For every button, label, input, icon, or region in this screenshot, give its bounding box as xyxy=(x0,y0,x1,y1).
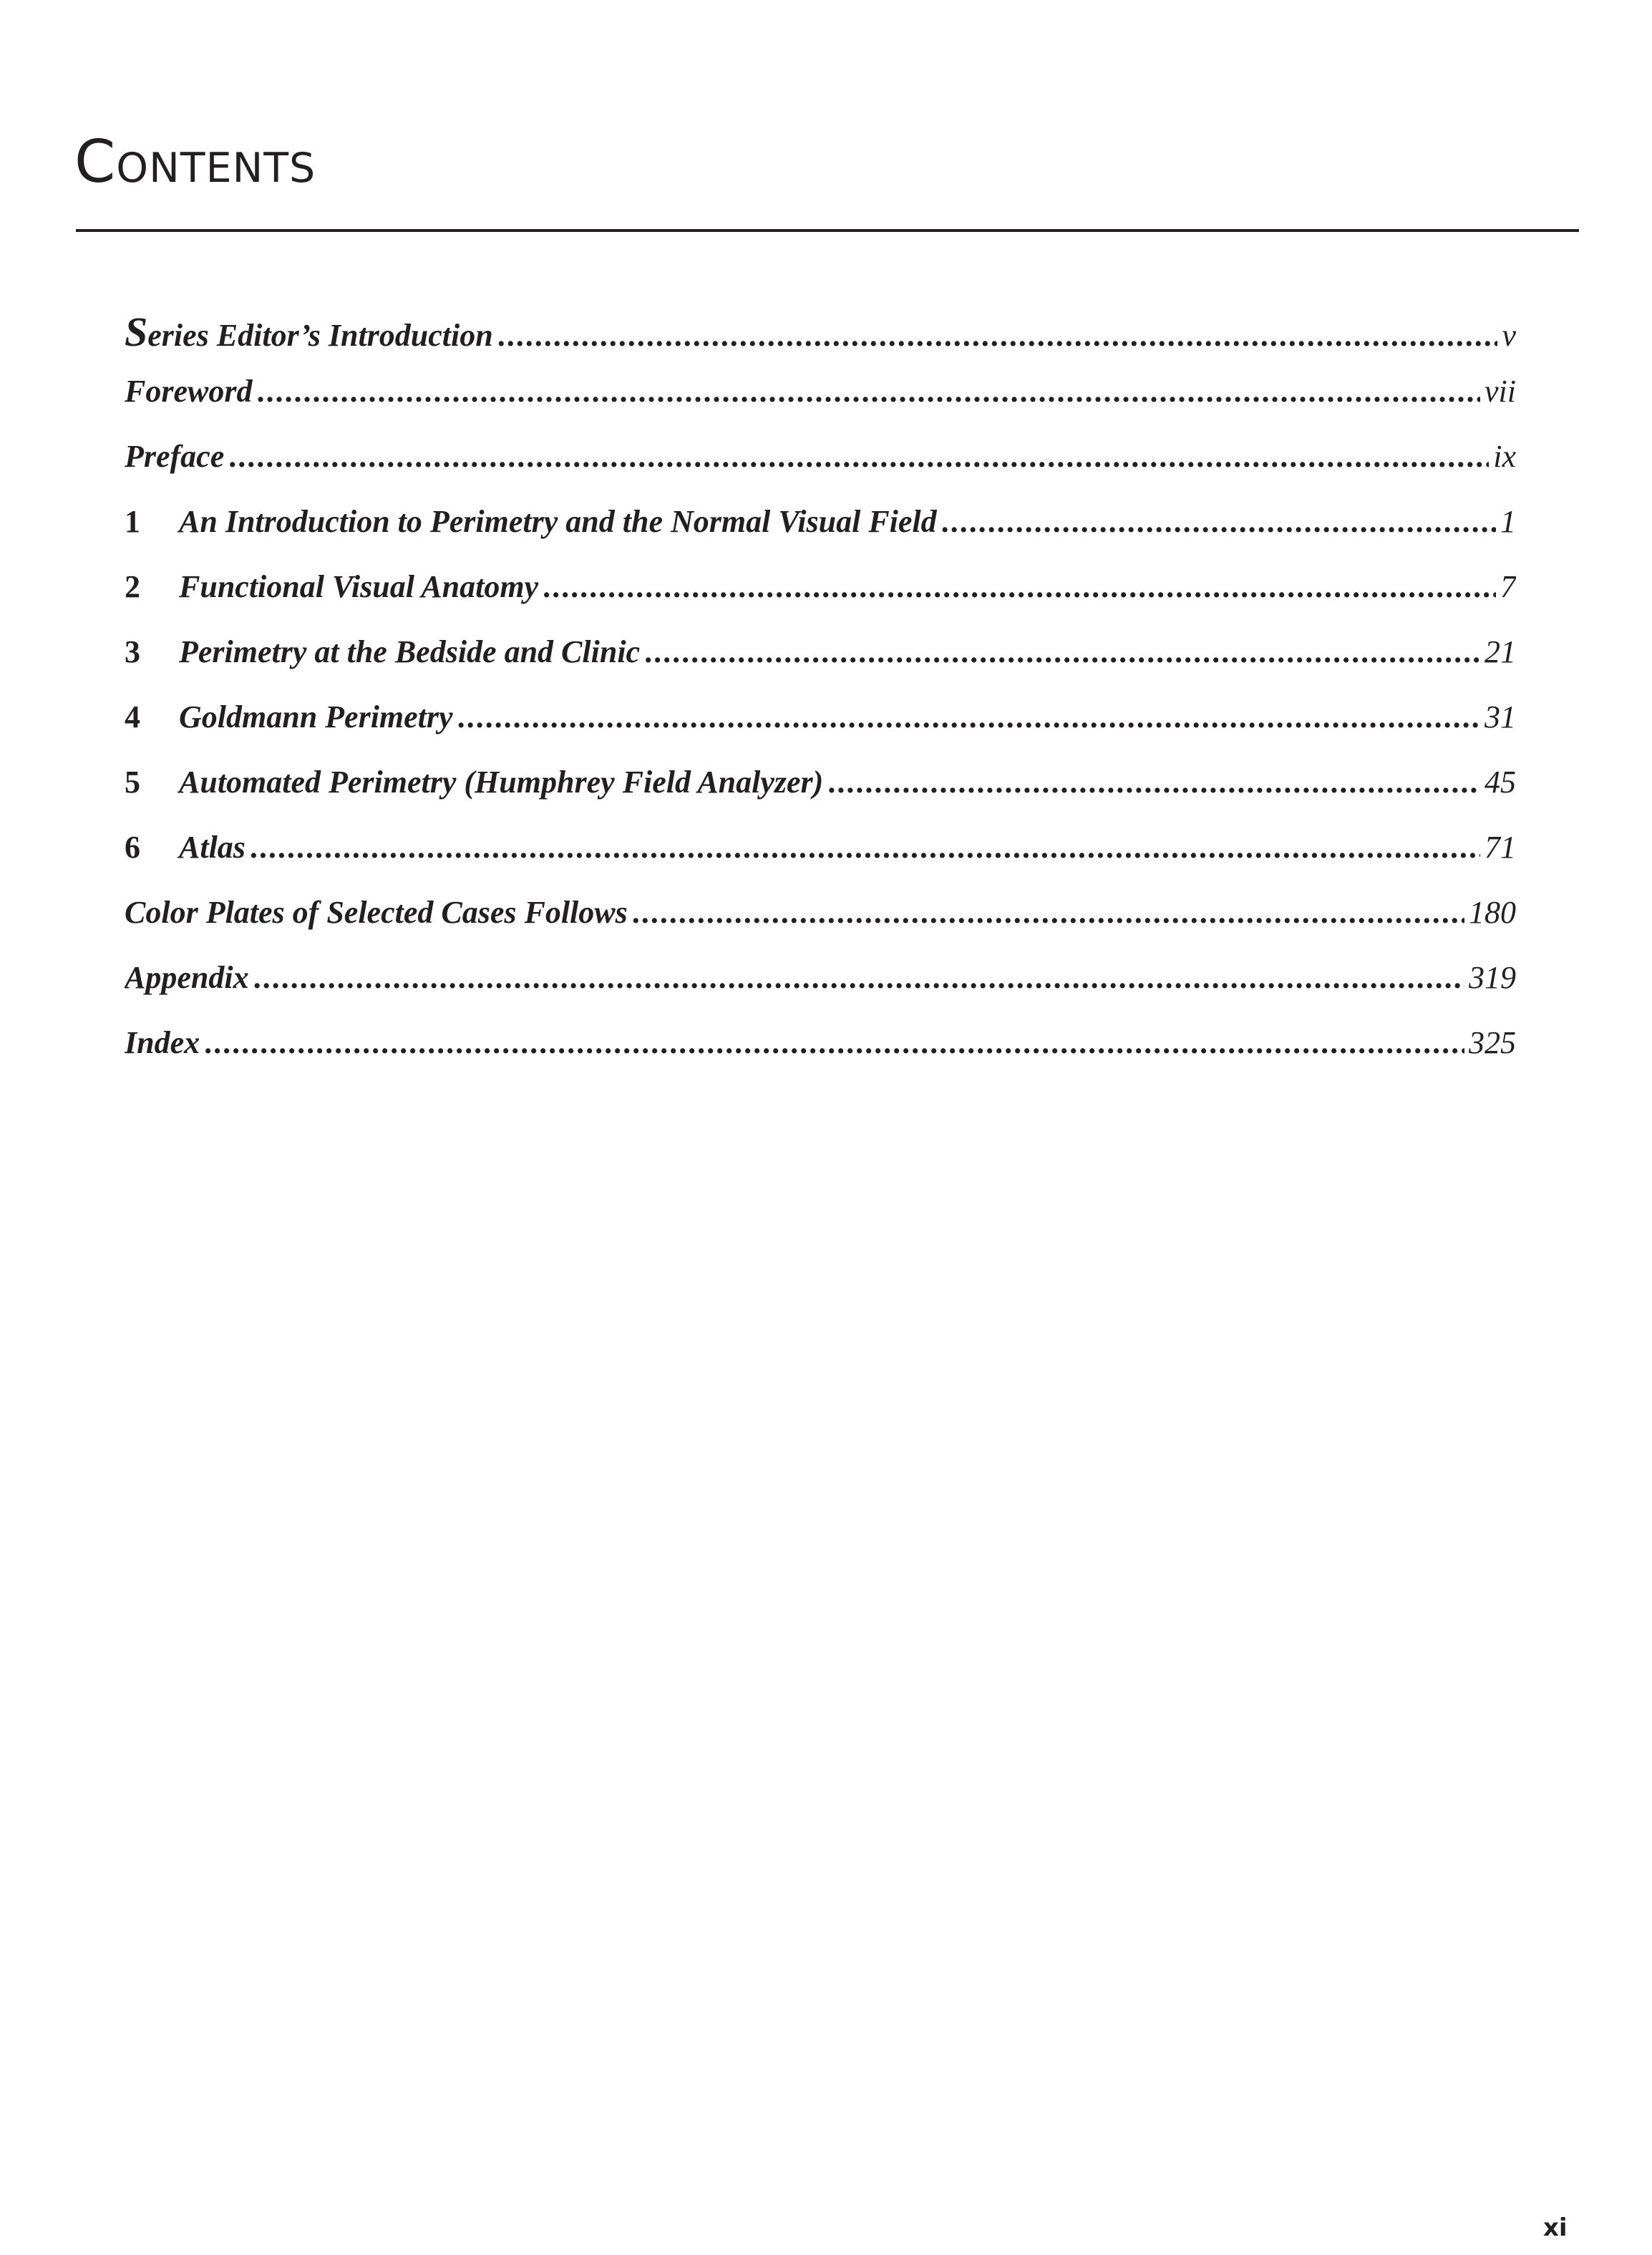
entry-title: Goldmann Perimetry xyxy=(179,699,453,734)
entry-page: 7 xyxy=(1500,569,1516,604)
entry-title: Atlas xyxy=(179,830,246,865)
toc-entry-color-plates[interactable] xyxy=(125,894,1516,959)
toc-entry-foreword[interactable] xyxy=(125,373,1516,438)
chapter-number: 5 xyxy=(125,765,140,800)
entry-page: 319 xyxy=(1469,960,1516,995)
entry-page: v xyxy=(1502,318,1516,353)
entry-page: 180 xyxy=(1469,895,1516,930)
title-rule xyxy=(76,229,1579,232)
dot-leader xyxy=(827,764,1480,800)
toc-entry-chapter-5[interactable] xyxy=(125,764,1516,829)
toc-entry-index[interactable] xyxy=(125,1024,1516,1090)
dot-leader xyxy=(253,959,1464,996)
chapter-number: 3 xyxy=(125,634,140,669)
dot-leader xyxy=(457,699,1480,735)
entry-title: Series Editor’s Introduction xyxy=(125,309,493,355)
page-number: xi xyxy=(1543,2213,1568,2242)
page-title: Contents xyxy=(74,128,316,196)
entry-title: Index xyxy=(125,1025,200,1060)
entry-page: vii xyxy=(1485,374,1516,409)
dot-leader xyxy=(632,894,1464,931)
dot-leader xyxy=(204,1024,1464,1061)
toc-entry-chapter-2[interactable] xyxy=(125,568,1516,634)
entry-title: Perimetry at the Bedside and Clinic xyxy=(179,634,641,669)
entry-page: 21 xyxy=(1485,634,1516,669)
entry-page: ix xyxy=(1493,439,1516,474)
dot-leader xyxy=(256,373,1480,409)
toc-entry-chapter-6[interactable] xyxy=(125,829,1516,894)
chapter-number: 2 xyxy=(125,569,140,604)
entry-title: Color Plates of Selected Cases Follows xyxy=(125,895,628,930)
dot-leader xyxy=(644,634,1480,670)
dot-leader xyxy=(250,829,1480,865)
entry-title: Preface xyxy=(125,439,225,474)
toc-entry-chapter-1[interactable] xyxy=(125,503,1516,568)
entry-page: 325 xyxy=(1469,1025,1516,1060)
entry-title: Appendix xyxy=(125,960,249,995)
entry-page: 45 xyxy=(1485,765,1516,800)
toc-entry-chapter-3[interactable] xyxy=(125,634,1516,699)
dot-leader xyxy=(497,317,1498,354)
entry-title: An Introduction to Perimetry and the Normal Visual Field xyxy=(179,504,937,539)
toc-entry-appendix[interactable] xyxy=(125,959,1516,1024)
toc-entry-preface[interactable] xyxy=(125,438,1516,503)
toc-entry-series-editors-introduction[interactable] xyxy=(125,308,1516,373)
table-of-contents xyxy=(125,308,1516,1090)
chapter-number: 6 xyxy=(125,830,140,865)
dot-leader xyxy=(543,568,1496,605)
dot-leader xyxy=(941,503,1496,540)
entry-page: 31 xyxy=(1485,699,1516,734)
entry-title: Functional Visual Anatomy xyxy=(179,569,539,604)
entry-title: Automated Perimetry (Humphrey Field Analyzer) xyxy=(179,765,824,800)
entry-page: 1 xyxy=(1500,504,1516,539)
chapter-number: 1 xyxy=(125,504,140,539)
entry-page: 71 xyxy=(1485,830,1516,865)
entry-title: Foreword xyxy=(125,374,253,409)
dot-leader xyxy=(228,438,1489,475)
chapter-number: 4 xyxy=(125,699,140,734)
toc-entry-chapter-4[interactable] xyxy=(125,699,1516,764)
